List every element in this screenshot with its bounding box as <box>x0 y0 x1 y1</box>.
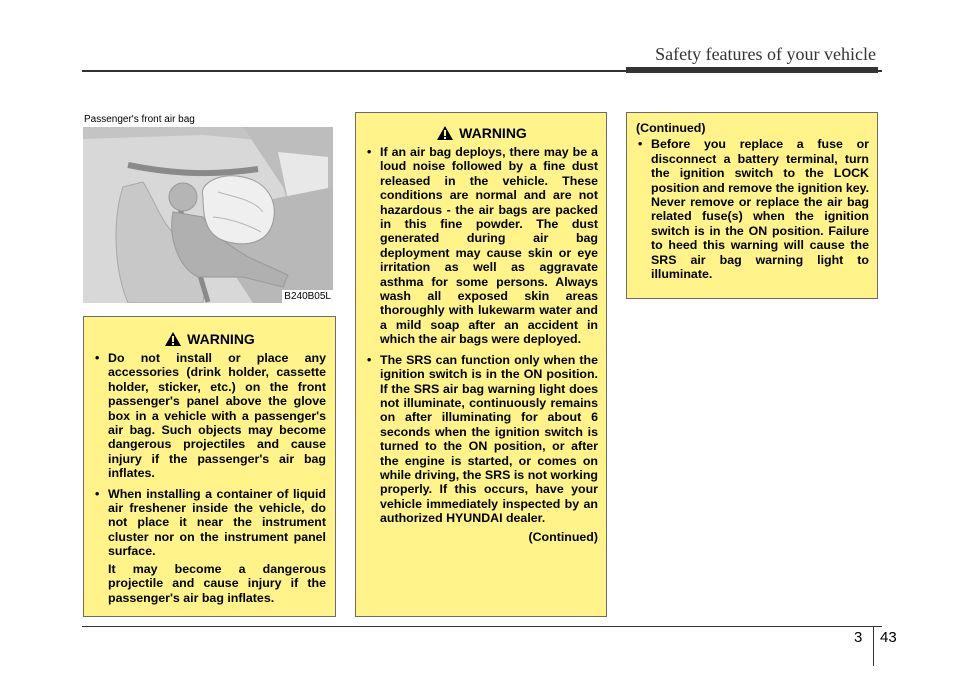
warning-title: WARNING <box>187 330 255 347</box>
warning-list <box>636 137 869 281</box>
warning-item: • If an air bag deploys, there may be a loud noise followed by a fine dust released in the vehicle. These conditions are normal and are not hazardous - the air bags are packed in this fine powder. The dust generated during air bag deployment may cause skin or eye irritation as well as aggravate asthma for some persons. Always wash all exposed skin areas thoroughly with lukewarm water and a mild soap after an accident in which the air bags were deployed. <box>365 145 598 347</box>
warning-item: • When installing a container of liquid air freshener inside the vehicle, do not place it near the instrument cluster nor on the instrument panel surface. <box>93 487 326 559</box>
header-accent-bar <box>626 67 878 73</box>
warning-extra-paragraph: It may become a dangerous projectile and cause injury if the passenger's air bag inflates. <box>108 561 326 605</box>
warning-triangle-icon <box>164 331 182 347</box>
figure-caption: Passenger's front air bag <box>84 114 195 125</box>
chapter-number: 3 <box>854 629 863 646</box>
warning-title: WARNING <box>459 124 527 141</box>
warning-item: • Do not install or place any accessories (drink holder, cassette holder, sticker, etc.) on the front passenger's panel above the glove box in a vehicle with a passenger's air bag. Such objects may become dangerous projectiles and cause injury if the passenger's air bag inflates. <box>93 351 326 481</box>
warning-box-continued <box>626 112 878 299</box>
header-title: Safety features of your vehicle <box>655 44 876 64</box>
page-number: 43 <box>880 629 897 646</box>
figure-code: B240B05L <box>284 291 331 302</box>
warning-triangle-icon <box>436 125 454 141</box>
continued-label: (Continued) <box>528 529 598 544</box>
warning-box-dust-srs <box>355 112 607 617</box>
continued-label: (Continued) <box>636 121 706 135</box>
warning-list <box>93 351 326 559</box>
warning-list <box>365 145 598 526</box>
figure <box>83 127 333 303</box>
warning-box-accessories <box>83 316 336 617</box>
airbag-deployed-illustration <box>83 127 333 303</box>
footer-divider <box>873 626 874 666</box>
footer-rule <box>82 626 882 627</box>
warning-item: • Before you replace a fuse or disconnect a battery terminal, turn the ignition switch to the LOCK position and remove the ignition key. Never remove or replace the air bag related fuse(s) when the ignition switch is in the ON position. Failure to heed this warning will cause the SRS air bag warning light to illuminate. <box>636 137 869 281</box>
warning-item: • The SRS can function only when the ignition switch is in the ON position. If the SRS air bag warning light does not illuminate, continuously remains on after illuminating for about 6 seconds when the ignition switch is turned to the ON position, or after the engine is started, or comes on while driving, the SRS is not working properly. If this occurs, have your vehicle immediately inspected by an authorized HYUNDAI dealer. <box>365 353 598 526</box>
